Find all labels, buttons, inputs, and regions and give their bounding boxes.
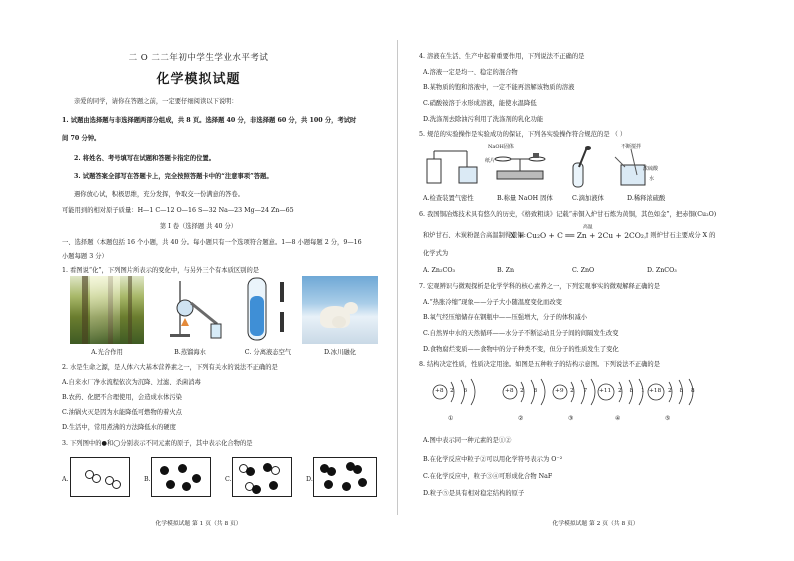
q4-option-b[interactable]: B.某物质的饱和溶液中，一定不能再溶解该物质的溶液 — [423, 84, 575, 91]
q7-stem: 7. 宏观辨识与微观探析是化学学科的核心素养之一，下列宏观事实的微观解释正确的是 — [419, 283, 660, 290]
section-desc-2: 小题每题 3 分） — [62, 253, 108, 260]
atom-2-shells: 2 8 — [520, 388, 542, 394]
atom-4-nucleus: +11 — [599, 388, 612, 394]
q8-option-a[interactable]: A.图中表示同一种元素的是①② — [423, 437, 512, 444]
q6-option-d[interactable]: D. ZnCO₃ — [647, 267, 677, 274]
q2-stem: 2. 水是生命之源，是人体六大基本营养素之一，下列有关水的说法不正确的是 — [62, 364, 278, 371]
q4-option-a[interactable]: A.溶液一定是均一、稳定的混合物 — [423, 69, 518, 76]
q1-option-a[interactable]: A.光合作用 — [91, 349, 123, 356]
instruction-1b: 间 70 分钟。 — [62, 135, 101, 142]
exam-header: 二 O 二二年初中学生学业水平考试 — [128, 53, 269, 63]
atom-4-shells: 2 8 1 — [618, 388, 648, 394]
section-title: 第 I 卷（选择题 共 40 分） — [159, 223, 238, 230]
q6-stem-2: 和炉甘石、木炭粉混合高温制得黄铜: — [423, 232, 526, 239]
q8-stem: 8. 结构决定性质，性质决定用途。如图是五种粒子的结构示意图。下列说法不正确的是 — [419, 361, 660, 368]
right-footer: 化学模拟试题 第 2 页（共 8 页） — [552, 521, 639, 527]
intro-text: 亲爱的同学，请你在答题之前，一定要仔细阅读以下说明： — [74, 98, 238, 105]
q4-option-c[interactable]: C.硝酸铵溶于水形成溶液，能使水温降低 — [423, 100, 537, 107]
q3-option-d-label[interactable]: D. — [306, 476, 313, 483]
liquid-air-column — [240, 276, 295, 346]
distillation-apparatus — [155, 276, 225, 346]
q5-label-stir: 不断搅拌 — [621, 144, 642, 150]
q3-option-c-box[interactable] — [232, 457, 292, 497]
q3-option-a-label[interactable]: A. — [62, 476, 69, 483]
q6-condition: 高温 — [583, 225, 593, 230]
atom-1 — [431, 378, 491, 422]
q2-option-d[interactable]: D.生活中，常用煮沸的方法降低水的硬度 — [62, 424, 176, 431]
right-column — [397, 0, 794, 561]
q6-stem-3: ，则炉甘石主要成分 X 的 — [644, 232, 716, 239]
q5-label-naoh: NaOH固体 — [488, 144, 514, 150]
instruction-2: 2. 将姓名、考号填写在试题和答题卡指定的位置。 — [74, 155, 216, 162]
polar-bear-photo — [302, 276, 378, 344]
atom-3-label: ③ — [568, 416, 574, 422]
instruction-3: 3. 试题答案全部写在答题卡上，完全按照答题卡中的“注意事项”答题。 — [74, 173, 273, 180]
q6-option-b[interactable]: B. Zn — [497, 267, 515, 274]
atom-5-nucleus: +18 — [649, 388, 662, 394]
q7-option-b[interactable]: B.氧气经压缩储存在钢瓶中——压强增大，分子的体积减小 — [423, 314, 588, 321]
q7-option-a[interactable]: A.“热胀冷缩”现象——分子大小随温度变化而改变 — [423, 299, 562, 306]
left-footer: 化学模拟试题 第 1 页（共 8 页） — [155, 521, 242, 527]
q6-equation: X + Cu₂O + C ══ Zn + 2Cu + 2CO₂↑ — [510, 231, 651, 240]
q5-option-d[interactable]: D.稀释浓硫酸 — [627, 195, 666, 202]
dilution-apparatus — [609, 145, 669, 189]
q6-option-c[interactable]: C. ZnO — [572, 267, 595, 274]
balance-apparatus — [489, 145, 551, 187]
dropper-apparatus — [557, 145, 607, 189]
q3-option-a-box[interactable] — [70, 457, 130, 497]
q5-stem: 5. 规范的实验操作是实验成功的保证，下列各实验操作符合规范的是 （ ） — [419, 131, 627, 138]
q7-option-c[interactable]: C.自然界中水的天然循环——水分子不断运动且分子间的间隔发生改变 — [423, 330, 619, 337]
atom-1-nucleus: +8 — [435, 388, 444, 394]
q3-option-b-box[interactable] — [151, 457, 211, 497]
q6-stem-1: 6. 我国铜冶炼技术具有悠久的历史，《格致粗谈》记载“赤铜入炉甘石炼为黄铜，其色如金”，把赤铜(Cu₂O) — [419, 211, 717, 218]
exam-title: 化学模拟试题 — [156, 72, 241, 87]
q4-stem: 4. 溶液在生活、生产中起着重要作用，下列说法不正确的是 — [419, 53, 585, 60]
q5-label-paper: 纸片 — [485, 158, 496, 164]
q3-stem: 3. 下列图中的●和◯分别表示不同元素的原子，其中表示化合物的是 — [62, 440, 253, 447]
q1-option-b[interactable]: B.蒸馏海水 — [174, 349, 206, 356]
q3-option-c-label[interactable]: C. — [225, 476, 232, 483]
atom-4-label: ④ — [615, 416, 621, 422]
q5-label-acid: 浓硫酸 — [643, 166, 659, 172]
q3-option-b-label[interactable]: B. — [144, 476, 151, 483]
q1-option-d[interactable]: D.冰川融化 — [323, 349, 356, 356]
q5-option-a[interactable]: A.检查装置气密性 — [423, 195, 474, 202]
atomic-mass: 可能用到的相对原子质量：H—1 C—12 O—16 S—32 Na—23 Mg—24 Zn—65 — [62, 207, 294, 214]
q7-option-d[interactable]: D.食物腐烂变质——食物中的分子种类不变，但分子的性质发生了变化 — [423, 346, 619, 353]
q1-stem: 1. 看图说“化”，下列图片所表示的变化中，与另外三个有本质区别的是 — [62, 267, 260, 274]
q8-option-c[interactable]: C.在化学反应中，粒子③④可形成化合物 NaF — [423, 473, 553, 480]
q1-option-c[interactable]: C. 分离液态空气 — [244, 349, 292, 356]
atom-3-shells: 2 7 — [570, 388, 592, 394]
atom-5-label: ⑤ — [665, 416, 671, 422]
section-desc-1: 一、选择题（本题包括 16 个小题，共 40 分。每小题只有一个选项符合题意。1—8 小题每题 2 分，9—16 — [62, 239, 362, 246]
atom-2-nucleus: +8 — [505, 388, 514, 394]
q4-option-d[interactable]: D.洗涤剂去除油污利用了洗涤剂的乳化功能 — [423, 116, 544, 123]
q6-stem-4: 化学式为 — [423, 250, 449, 257]
q5-option-b[interactable]: B.称量 NaOH 固体 — [497, 195, 553, 202]
q2-option-a[interactable]: A.自来水厂净水流程依次为沉降、过滤、杀菌消毒 — [62, 379, 201, 386]
q6-option-a[interactable]: A. Zn₂CO₃ — [423, 267, 456, 274]
q3-option-d-box[interactable] — [313, 457, 377, 497]
atom-1-shells: 2 6 — [450, 388, 472, 394]
atom-1-label: ① — [448, 416, 454, 422]
q2-option-b[interactable]: B.农药、化肥不合理使用，会造成水体污染 — [62, 394, 182, 401]
atom-5 — [647, 378, 711, 422]
q8-option-b[interactable]: B.在化学反应中粒子②可以用化学符号表示为 O⁻² — [423, 456, 563, 463]
encouragement: 遇你放心试，积极思维，充分发挥，争取交一份满意的答卷。 — [74, 191, 245, 198]
forest-photo — [70, 276, 144, 344]
instruction-1: 1. 试题由选择题与非选择题两部分组成，共 8 页。选择题 40 分，非选择题 60 分，共 100 分，考试时 — [62, 117, 357, 124]
atom-5-shells: 2 8 8 — [668, 388, 698, 394]
atom-2-label: ② — [518, 416, 524, 422]
atom-3-nucleus: +9 — [555, 388, 564, 394]
q5-option-c[interactable]: C.滴加液体 — [572, 195, 604, 202]
q2-option-c[interactable]: C.油锅火灭是因为水能降低可燃物的着火点 — [62, 409, 182, 416]
airtight-check-apparatus — [423, 145, 487, 187]
q5-label-water: 水 — [649, 176, 655, 182]
q8-option-d[interactable]: D.粒子⑤是具有相对稳定结构的原子 — [423, 490, 525, 497]
